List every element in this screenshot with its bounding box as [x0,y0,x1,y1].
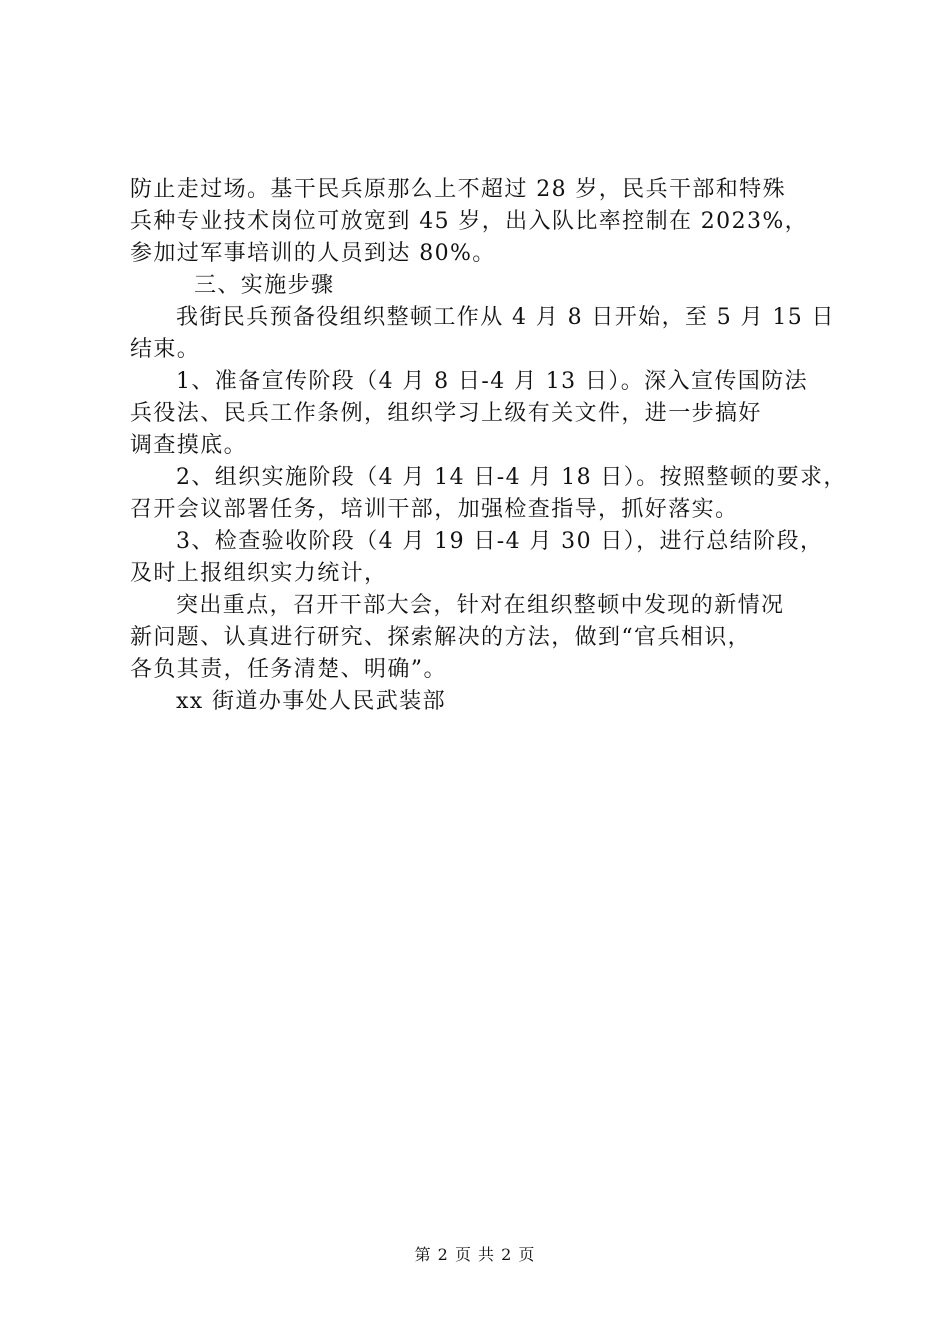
page-footer: 第 2 页 共 2 页 [414,1245,536,1264]
body-line: 兵役法、民兵工作条例，组织学习上级有关文件，进一步搞好 [130,401,762,426]
body-line: 防止走过场。基干民兵原那么上不超过 28 岁，民兵干部和特殊 [130,177,786,202]
body-line: 3、检查验收阶段（4 月 19 日-4 月 30 日），进行总结阶段， [176,529,824,554]
body-line: 各负其责，任务清楚、明确”。 [130,657,447,682]
body-line: 我街民兵预备役组织整顿工作从 4 月 8 日开始，至 5 月 15 日 [176,305,835,330]
section-heading: 三、实施步骤 [194,273,335,298]
body-line: 召开会议部署任务，培训干部，加强检查指导，抓好落实。 [130,497,739,522]
body-line: 2、组织实施阶段（4 月 14 日-4 月 18 日）。按照整顿的要求， [176,465,847,490]
body-line: 结束。 [130,337,201,362]
body-line: 及时上报组织实力统计， [130,561,388,586]
document-body [130,174,847,718]
body-line: 新问题、认真进行研究、探索解决的方法，做到“官兵相识， [130,625,752,650]
body-line: 突出重点，召开干部大会，针对在组织整顿中发现的新情况 [176,593,785,618]
body-line: 兵种专业技术岗位可放宽到 45 岁，出入队比率控制在 2023%， [130,209,809,234]
body-line: 1、准备宣传阶段（4 月 8 日-4 月 13 日）。深入宣传国防法 [176,369,808,394]
body-line: 参加过军事培训的人员到达 80%。 [130,241,496,266]
body-line: 调查摸底。 [130,433,248,458]
signature-line: xx 街道办事处人民武装部 [176,689,447,714]
